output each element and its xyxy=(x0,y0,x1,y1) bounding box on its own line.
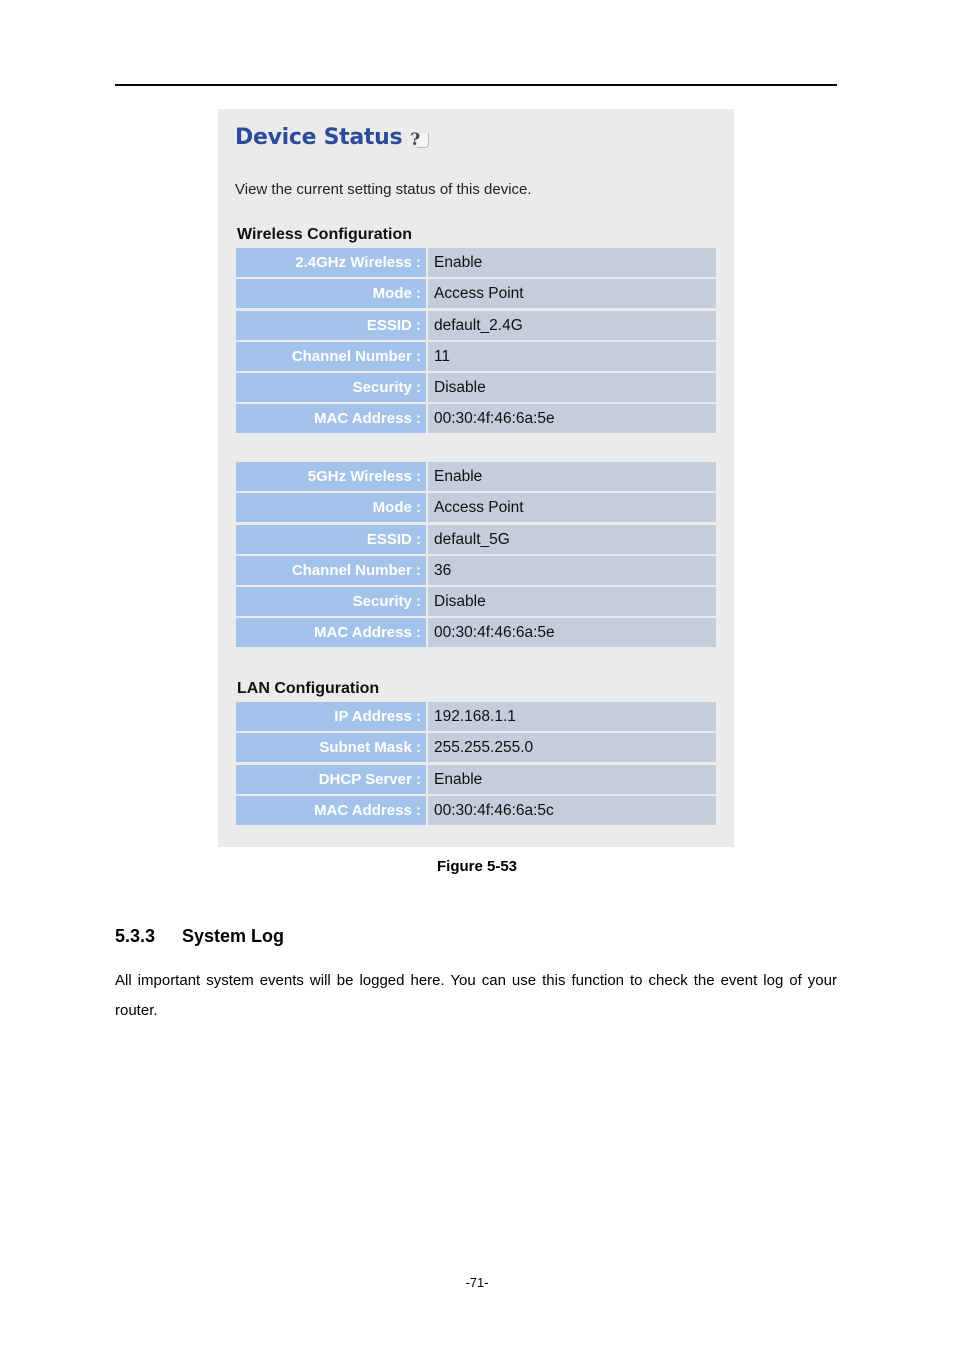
config-row-value: Enable xyxy=(428,765,716,794)
config-row xyxy=(236,525,716,554)
config-row-value: 192.168.1.1 xyxy=(428,702,716,731)
section-title: System Log xyxy=(182,926,285,946)
config-row-value: default_2.4G xyxy=(428,311,716,340)
config-row-value: 00:30:4f:46:6a:5c xyxy=(428,796,716,825)
config-row xyxy=(236,248,716,277)
device-status-title xyxy=(235,123,430,151)
wireless-24-table xyxy=(236,248,716,436)
config-row xyxy=(236,765,716,794)
config-row-value: default_5G xyxy=(428,525,716,554)
config-row-label: ESSID : xyxy=(236,525,426,554)
section-heading xyxy=(115,926,284,947)
lan-config-label: LAN Configuration xyxy=(237,680,380,697)
config-row xyxy=(236,342,716,371)
config-row xyxy=(236,373,716,402)
config-row-value: 00:30:4f:46:6a:5e xyxy=(428,618,716,647)
config-row-value: 36 xyxy=(428,556,716,585)
config-row-label: Security : xyxy=(236,373,426,402)
config-row xyxy=(236,702,716,731)
config-row-value: Access Point xyxy=(428,279,716,308)
config-row-label: 2.4GHz Wireless : xyxy=(236,248,426,277)
config-row xyxy=(236,311,716,340)
config-row-label: Security : xyxy=(236,587,426,616)
header-rule xyxy=(115,84,837,86)
config-row-label: Mode : xyxy=(236,279,426,308)
config-row-label: MAC Address : xyxy=(236,404,426,433)
config-row-label: MAC Address : xyxy=(236,796,426,825)
wireless-5-table xyxy=(236,462,716,650)
config-row-value: 00:30:4f:46:6a:5e xyxy=(428,404,716,433)
config-row xyxy=(236,556,716,585)
config-row-label: Channel Number : xyxy=(236,342,426,371)
config-row-value: Access Point xyxy=(428,493,716,522)
figure-caption: Figure 5-53 xyxy=(436,858,518,875)
config-row xyxy=(236,493,716,522)
config-row-label: IP Address : xyxy=(236,702,426,731)
config-row-label: 5GHz Wireless : xyxy=(236,462,426,491)
config-row xyxy=(236,404,716,433)
config-row xyxy=(236,279,716,308)
config-row xyxy=(236,618,716,647)
config-row-label: Mode : xyxy=(236,493,426,522)
help-icon[interactable]: ? xyxy=(408,129,430,151)
config-row-value: Enable xyxy=(428,462,716,491)
section-number: 5.3.3 xyxy=(115,926,156,946)
device-status-title-text: Device Status xyxy=(235,124,403,150)
config-row-label: ESSID : xyxy=(236,311,426,340)
config-row xyxy=(236,796,716,825)
config-row-value: Disable xyxy=(428,587,716,616)
config-row-label: MAC Address : xyxy=(236,618,426,647)
device-status-description: View the current setting status of this device. xyxy=(235,181,532,198)
config-row xyxy=(236,733,716,762)
config-row-label: DHCP Server : xyxy=(236,765,426,794)
device-status-screenshot xyxy=(218,109,734,847)
config-row-value: Disable xyxy=(428,373,716,402)
wireless-config-label: Wireless Configuration xyxy=(237,226,412,243)
lan-table xyxy=(236,702,716,827)
config-row xyxy=(236,587,716,616)
page-number: -71- xyxy=(465,1275,489,1290)
config-row xyxy=(236,462,716,491)
config-row-value: 11 xyxy=(428,342,716,371)
config-row-value: 255.255.255.0 xyxy=(428,733,716,762)
config-row-value: Enable xyxy=(428,248,716,277)
config-row-label: Subnet Mask : xyxy=(236,733,426,762)
section-body: All important system events will be logged here. You can use this function to check the event log of your router. xyxy=(115,972,837,1019)
config-row-label: Channel Number : xyxy=(236,556,426,585)
